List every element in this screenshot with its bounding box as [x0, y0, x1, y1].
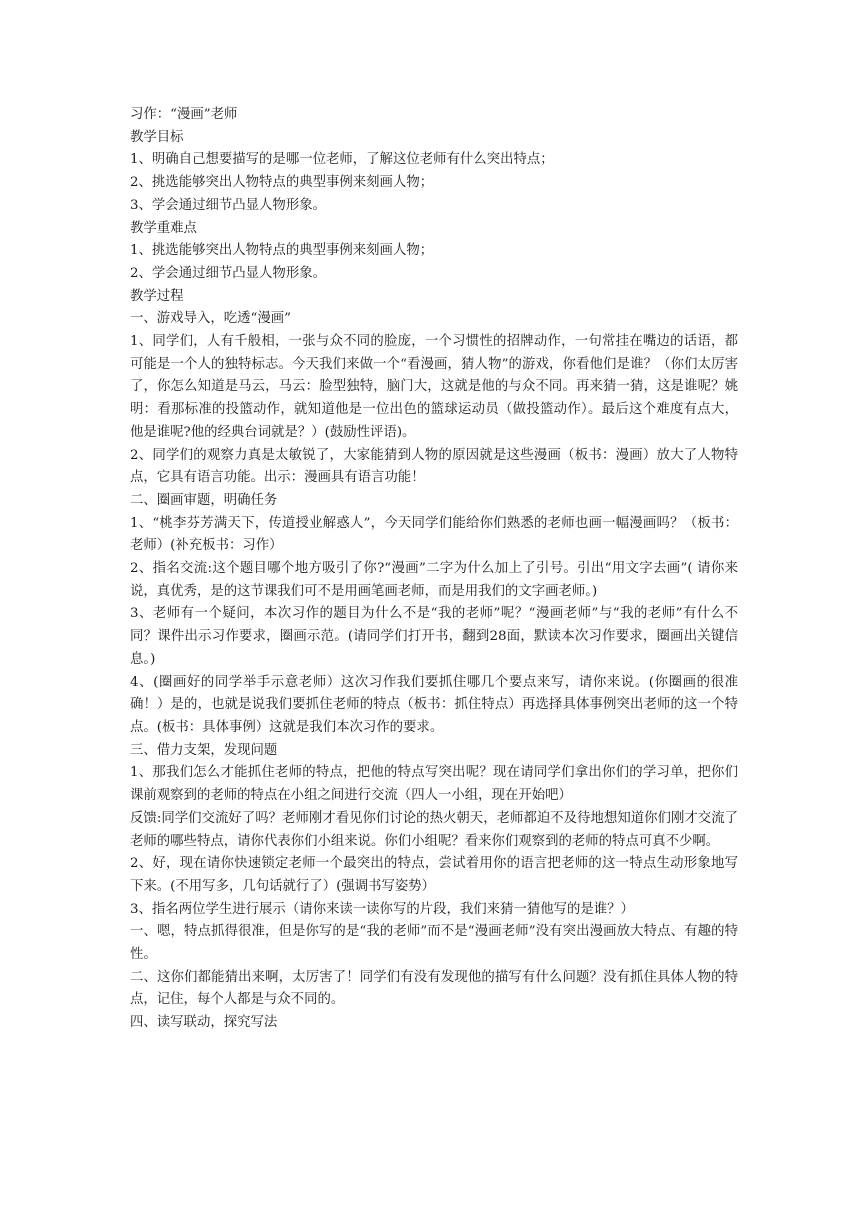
paragraph: 反馈:同学们交流好了吗？老师刚才看见你们讨论的热火朝天，老师都迫不及待地想知道你们刚才交流了老师的哪些特点，请你代表你们小组来说。你们小组呢？看来你们观察到的老师的特点可真不少啊。 — [130, 810, 738, 849]
step-heading-2: 二、圈画审题，明确任务 — [130, 492, 278, 508]
list-item: 1、挑选能够突出人物特点的典型事例来刻画人物； — [130, 243, 434, 259]
paragraph: 2、指名交流:这个题目哪个地方吸引了你?“漫画”二字为什么加上了引号。引出“用文字去画”( 请你来说，真优秀，是的这节课我们可不是用画笔画老师，而是用我们的文字画老师。) — [130, 561, 738, 599]
paragraph: 1、那我们怎么才能抓住老师的特点，把他的特点写突出呢？现在请同学们拿出你们的学习单，把你们课前观察到的老师的特点在小组之间进行交流（四人一小组，现在开始吧） — [130, 765, 738, 804]
paragraph: 一、嗯，特点抓得很准，但是你写的是“我的老师”而不是“漫画老师”没有突出漫画放大特点、有趣的特性。 — [130, 924, 738, 963]
paragraph: 1、同学们，人有千般相，一张与众不同的脸庞，一个习惯性的招牌动作，一句常挂在嘴边的话语，都可能是一个人的独特标志。今天我们来做一个“看漫画，猜人物”的游戏，你看他们是谁？（你们太厉害了，你怎么知道是马云，马云：脸型独特，脑门大，这就是他的与众不同。再来猜一猜，这是谁呢？姚明：看那标准的投篮动作，就知道他是一位出色的篮球运动员（做投篮动作）。最后这个难度有点大，他是谁呢?他的经典台词就是？）(鼓励性评语)。 — [130, 334, 738, 440]
paragraph: 3、指名两位学生进行展示（请你来读一读你写的片段，我们来猜一猜他写的是谁？） — [130, 901, 634, 917]
paragraph: 2、好，现在请你快速锁定老师一个最突出的特点，尝试着用你的语言把老师的这一特点生动形象地写下来。(不用写多，几句话就行了）(强调书写姿势） — [130, 856, 738, 894]
paragraph: 二、这你们都能猜出来啊，太厉害了！同学们有没有发现他的描写有什么问题？没有抓住具体人物的特点，记住，每个人都是与众不同的。 — [130, 969, 738, 1008]
document-title: 习作：“漫画”老师 — [130, 107, 238, 122]
paragraph: 1、“桃李芬芳满天下，传道授业解惑人”，今天同学们能给你们熟悉的老师也画一幅漫画吗？（板书：老师）(补充板书：习作） — [130, 515, 738, 554]
paragraph: 4、(圈画好的同学举手示意老师）这次习作我们要抓住哪几个要点来写，请你来说。(你圈画的很准确！）是的，也就是说我们要抓住老师的特点（板书：抓住特点）再选择具体事例突出老师的这一个特点。(板书：具体事例）这就是我们本次习作的要求。 — [130, 674, 738, 735]
section-heading-process: 教学过程 — [130, 288, 184, 304]
paragraph: 3、老师有一个疑问，本次习作的题目为什么不是“我的老师”呢？“漫画老师”与“我的老师”有什么不同？课件出示习作要求，圈画示范。(请同学们打开书，翻到28面，默读本次习作要求，圈画出关键信息。) — [130, 606, 738, 667]
section-heading-objectives: 教学目标 — [130, 129, 184, 145]
list-item: 2、挑选能够突出人物特点的典型事例来刻画人物； — [130, 175, 434, 191]
list-item: 2、学会通过细节凸显人物形象。 — [130, 265, 326, 281]
step-heading-4: 四、读写联动，探究写法 — [130, 1015, 278, 1031]
paragraph: 2、同学们的观察力真是太敏锐了，大家能猜到人物的原因就是这些漫画（板书：漫画）放大了人物特点，它具有语言功能。出示：漫画具有语言功能！ — [130, 447, 738, 486]
list-item: 1、明确自己想要描写的是哪一位老师，了解这位老师有什么突出特点； — [130, 152, 554, 168]
step-heading-3: 三、借力支架，发现问题 — [130, 742, 278, 758]
list-item: 3、学会通过细节凸显人物形象。 — [130, 197, 326, 213]
section-heading-key-points: 教学重难点 — [130, 220, 197, 236]
step-heading-1: 一、游戏导入，吃透“漫画” — [130, 311, 291, 327]
document-page — [130, 104, 738, 1035]
